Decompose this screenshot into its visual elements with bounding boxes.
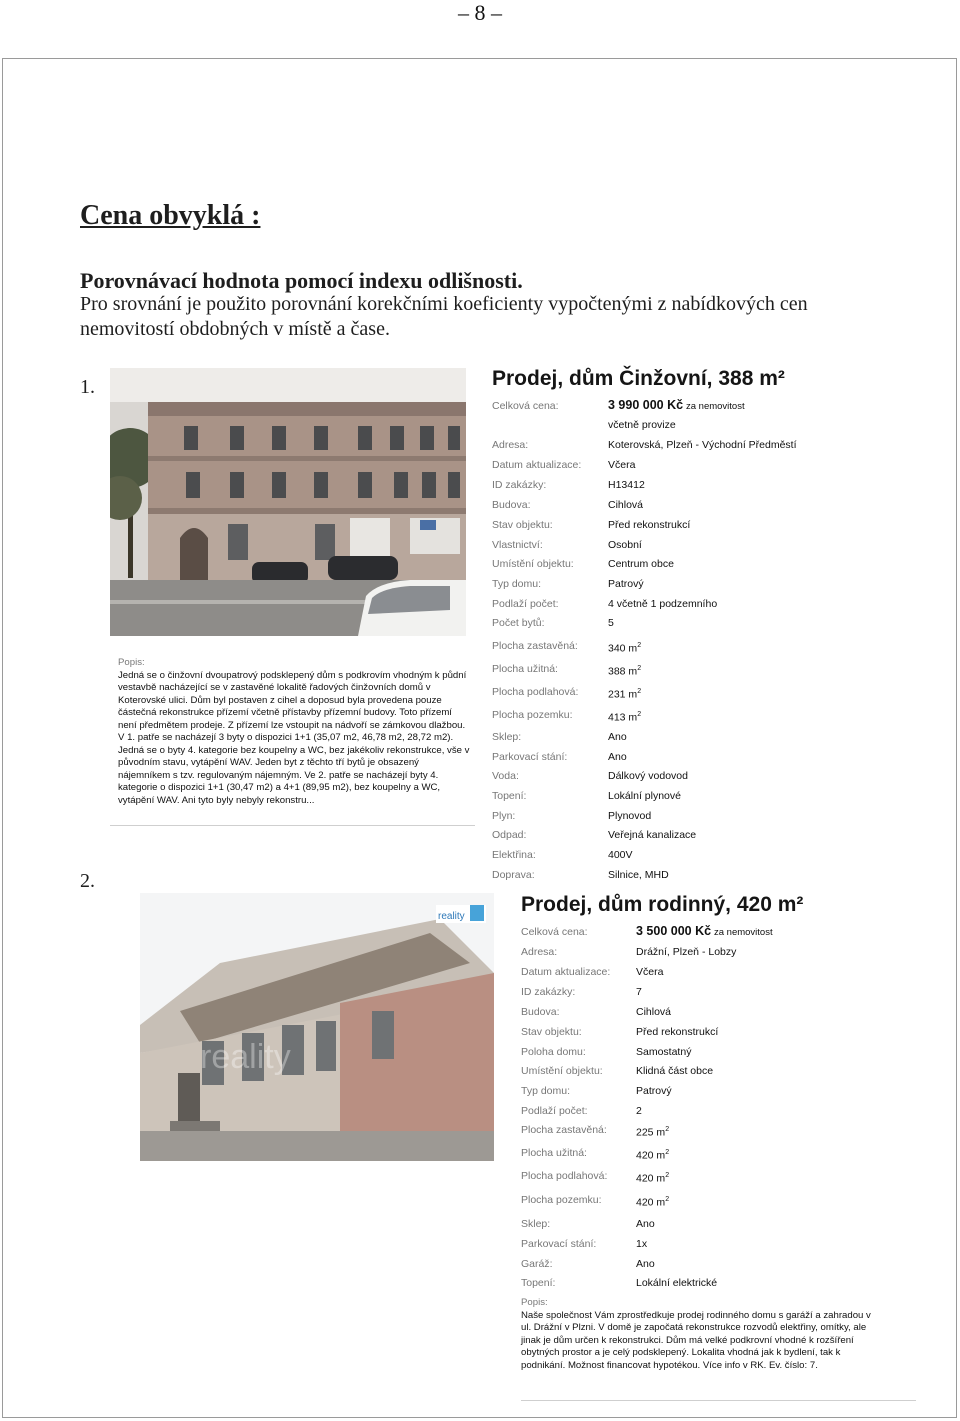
detail-label: Parkovací stání: — [492, 751, 568, 763]
detail-value-text: 225 m — [636, 1126, 666, 1139]
detail-value — [608, 519, 690, 531]
listing-photo-family-house — [140, 893, 494, 1161]
detail-label: Plocha podlahová: — [521, 1170, 608, 1182]
detail-label: Topení: — [492, 790, 527, 802]
detail-value-superscript: 2 — [665, 1126, 670, 1133]
detail-value-text: Osobní — [608, 539, 642, 551]
detail-value — [608, 829, 696, 841]
detail-label: Plocha pozemku: — [492, 709, 573, 721]
description-label: Popis: — [118, 657, 145, 668]
detail-label: Plocha užitná: — [492, 663, 558, 675]
detail-value — [636, 1105, 642, 1117]
detail-label: Stav objektu: — [492, 519, 553, 531]
listing-1-description — [118, 657, 470, 807]
detail-value-text: 400V — [608, 849, 633, 861]
detail-value-text: Veřejná kanalizace — [608, 829, 697, 841]
section-heading: Cena obvyklá : — [80, 200, 261, 231]
listing-photo-apartment-building — [110, 368, 466, 636]
detail-value-text: 1x — [636, 1238, 648, 1250]
detail-value — [608, 770, 688, 782]
detail-value — [636, 1046, 691, 1058]
detail-value-superscript: 2 — [637, 711, 642, 718]
detail-value — [608, 499, 643, 511]
detail-label: Vlastnictví: — [492, 539, 543, 551]
detail-value-text: Včera — [636, 966, 664, 978]
detail-label: Stav objektu: — [521, 1026, 582, 1038]
detail-value-text: 420 m — [636, 1196, 666, 1209]
detail-value — [608, 849, 633, 861]
detail-value-text: Klidná část obce — [636, 1065, 714, 1077]
detail-value-text: Koterovská, Plzeň - Východní Předměstí — [608, 439, 797, 451]
detail-value — [608, 598, 717, 610]
detail-value-text: Ano — [636, 1218, 655, 1230]
detail-label: Budova: — [492, 499, 531, 511]
detail-value — [636, 1149, 669, 1162]
detail-value — [608, 558, 674, 570]
detail-value — [608, 810, 651, 822]
detail-value — [608, 688, 641, 701]
detail-value-text: Samostatný — [636, 1046, 692, 1058]
detail-value-text: Cihlová — [608, 499, 644, 511]
detail-value-text: Ano — [608, 731, 627, 743]
detail-value-text: 420 m — [636, 1172, 666, 1185]
detail-label: Podlaží počet: — [492, 598, 559, 610]
reality-logo: reality — [438, 911, 465, 922]
detail-value — [636, 1218, 655, 1230]
detail-value — [636, 1277, 717, 1289]
listing-title-1: Prodej, dům Činžovní, 388 m² — [492, 367, 785, 390]
detail-label: Sklep: — [521, 1218, 551, 1230]
detail-value-text: Ano — [608, 751, 627, 763]
detail-value — [636, 1026, 718, 1038]
detail-label: Datum aktualizace: — [521, 966, 611, 978]
detail-value — [608, 711, 641, 724]
detail-label: Parkovací stání: — [521, 1238, 597, 1250]
listing-title-2: Prodej, dům rodinný, 420 m² — [521, 893, 804, 916]
detail-label: Typ domu: — [521, 1085, 571, 1097]
divider — [521, 1400, 916, 1401]
detail-value — [608, 459, 635, 471]
page-number: – 8 – — [458, 0, 502, 25]
detail-value — [608, 539, 642, 551]
detail-value-text: H13412 — [608, 479, 645, 491]
detail-value — [608, 578, 644, 590]
detail-value — [636, 1006, 671, 1018]
price-value: 3 990 000 Kč — [608, 398, 684, 412]
detail-label: Datum aktualizace: — [492, 459, 582, 471]
detail-value — [608, 731, 627, 743]
detail-value — [608, 665, 641, 678]
detail-value-text: 413 m — [608, 711, 638, 724]
detail-label: Plocha zastavěná: — [492, 640, 578, 652]
detail-value-text: 5 — [608, 617, 614, 629]
detail-value-text: 420 m — [636, 1149, 666, 1162]
detail-value-superscript: 2 — [637, 665, 642, 672]
detail-value-text: 231 m — [608, 688, 638, 701]
detail-label: Počet bytů: — [492, 617, 545, 629]
detail-value — [608, 869, 669, 881]
detail-label: Adresa: — [521, 946, 558, 958]
detail-value-superscript: 2 — [637, 642, 642, 649]
detail-label: Plyn: — [492, 810, 516, 822]
detail-value-text: Drážní, Plzeň - Lobzy — [636, 946, 737, 958]
detail-label: Voda: — [492, 770, 519, 782]
detail-label: Plocha podlahová: — [492, 686, 579, 698]
detail-value — [608, 439, 797, 451]
price-label: Celková cena: — [492, 400, 559, 412]
detail-value-superscript: 2 — [665, 1196, 670, 1203]
detail-value-text: 2 — [636, 1105, 642, 1117]
detail-label: Garáž: — [521, 1258, 553, 1270]
price-label: Celková cena: — [521, 926, 588, 938]
detail-value-text: 340 m — [608, 642, 638, 655]
detail-label: Umístění objektu: — [492, 558, 574, 570]
detail-label: Umístění objektu: — [521, 1065, 603, 1077]
detail-value — [636, 966, 663, 978]
detail-value-text: 388 m — [608, 665, 638, 678]
detail-label: Elektřina: — [492, 849, 536, 861]
intro-paragraph: Pro srovnání je použito porovnání korekčními koeficienty vypočtenými z nabídkových cen nemovitostí obdobných v místě a čase. — [80, 293, 808, 340]
price-value: 3 500 000 Kč — [636, 924, 712, 938]
detail-label: ID zakázky: — [492, 479, 547, 491]
detail-value — [636, 1238, 647, 1250]
detail-value — [636, 1196, 669, 1209]
description-text: Jedná se o činžovní dvoupatrový podsklepený dům s podkrovím vhodným k půdní vestavbě nacházející se v zastavěné lokalitě řadových činžovních domů v Koterovské ulici. Dům byl postaven z cihel a doposud byla provedena pouze částečná rekonstrukce přízemí včetně přístavby přízemní budovy. Toto přízemí není předmětem prodeje. Z přízemí lze vstoupit na nádvoří se zámkovou dlažbou. V 1. patře se nacházejí 3 byty o dispozici 1+1 (35,07 m2, 46,78 m2, 28,72 m2). Jedná se o byty 4. kategorie bez koupelny a WC, bez jakékoliv rekonstrukce, vše v původním stavu, vytápění WAV. Jeden byt z těchto tří bytů je obsazený nájemníkem s tzv. regulovaným nájemným. Ve 2. patře se nacházejí byty 4. kategorie o dispozici 1+1 (30,47 m2) a 4+1 (89,95 m2), bez koupelny a WC, vytápění WAV. Ani tyto byly nebyly rekonstru... — [118, 669, 470, 806]
detail-value-superscript: 2 — [637, 688, 642, 695]
detail-value — [636, 1085, 672, 1097]
detail-value — [636, 1258, 655, 1270]
detail-label: Budova: — [521, 1006, 560, 1018]
detail-label: Typ domu: — [492, 578, 542, 590]
detail-label: Plocha zastavěná: — [521, 1124, 607, 1136]
detail-label: Poloha domu: — [521, 1046, 586, 1058]
divider — [110, 825, 475, 826]
listing-2-description — [521, 1297, 877, 1372]
detail-value-text: Ano — [636, 1258, 655, 1270]
description-label: Popis: — [521, 1297, 548, 1308]
detail-label: Plocha užitná: — [521, 1147, 587, 1159]
detail-value-superscript: 2 — [665, 1149, 670, 1156]
detail-value-text: Dálkový vodovod — [608, 770, 688, 782]
detail-value — [636, 946, 736, 958]
detail-value — [608, 617, 614, 629]
description-text: Naše společnost Vám zprostředkuje prodej rodinného domu s garáží a zahradou v ul. Drážní v Plzni. V domě je započatá rekonstrukce rozvodů elektřiny, omítky, ale jinak je dům určen k rekonstrukci. Dům má velké podkrovní vhodné k rozšíření obytných prostor a je celý podsklepený. Lokalita vhodná jak k bydlení, tak k podnikání. Možnost financovat hypotékou. Více info v RK. Ev. číslo: 7. — [521, 1309, 871, 1371]
listing-number-1: 1. — [80, 376, 95, 398]
detail-label: Plocha pozemku: — [521, 1194, 602, 1206]
listing-number-2: 2. — [80, 870, 95, 892]
detail-value-text: Patrový — [608, 578, 644, 590]
detail-value — [636, 1172, 669, 1185]
detail-value-text: 7 — [636, 986, 642, 998]
detail-value-text: Lokální elektrické — [636, 1277, 718, 1289]
detail-value-text: Před rekonstrukcí — [636, 1026, 719, 1038]
price-suffix: za nemovitost — [713, 927, 773, 938]
detail-value — [608, 751, 627, 763]
detail-value — [636, 986, 642, 998]
detail-value-text: Před rekonstrukcí — [608, 519, 691, 531]
detail-value-text: Patrový — [636, 1085, 672, 1097]
detail-label: Topení: — [521, 1277, 556, 1289]
detail-value-text: Silnice, MHD — [608, 869, 669, 881]
detail-label: Podlaží počet: — [521, 1105, 588, 1117]
price-note: včetně provize — [608, 419, 676, 431]
price-suffix: za nemovitost — [685, 401, 745, 412]
detail-value — [608, 790, 681, 802]
detail-value-text: Cihlová — [636, 1006, 672, 1018]
detail-value — [636, 1065, 713, 1077]
detail-value-text: Včera — [608, 459, 636, 471]
detail-value-text: Plynovod — [608, 810, 652, 822]
detail-value-text: Centrum obce — [608, 558, 674, 570]
detail-value — [608, 642, 641, 655]
detail-label: Sklep: — [492, 731, 522, 743]
detail-value-text: 4 včetně 1 podzemního — [608, 598, 718, 610]
detail-label: Adresa: — [492, 439, 529, 451]
detail-label: ID zakázky: — [521, 986, 576, 998]
detail-value-superscript: 2 — [665, 1172, 670, 1179]
section-subheading: Porovnávací hodnota pomocí indexu odlišnosti. — [80, 268, 523, 293]
detail-value — [608, 479, 645, 491]
svg-text:reality: reality — [200, 1038, 291, 1076]
detail-label: Doprava: — [492, 869, 535, 881]
detail-value-text: Lokální plynové — [608, 790, 681, 802]
detail-label: Odpad: — [492, 829, 527, 841]
detail-value — [636, 1126, 669, 1139]
